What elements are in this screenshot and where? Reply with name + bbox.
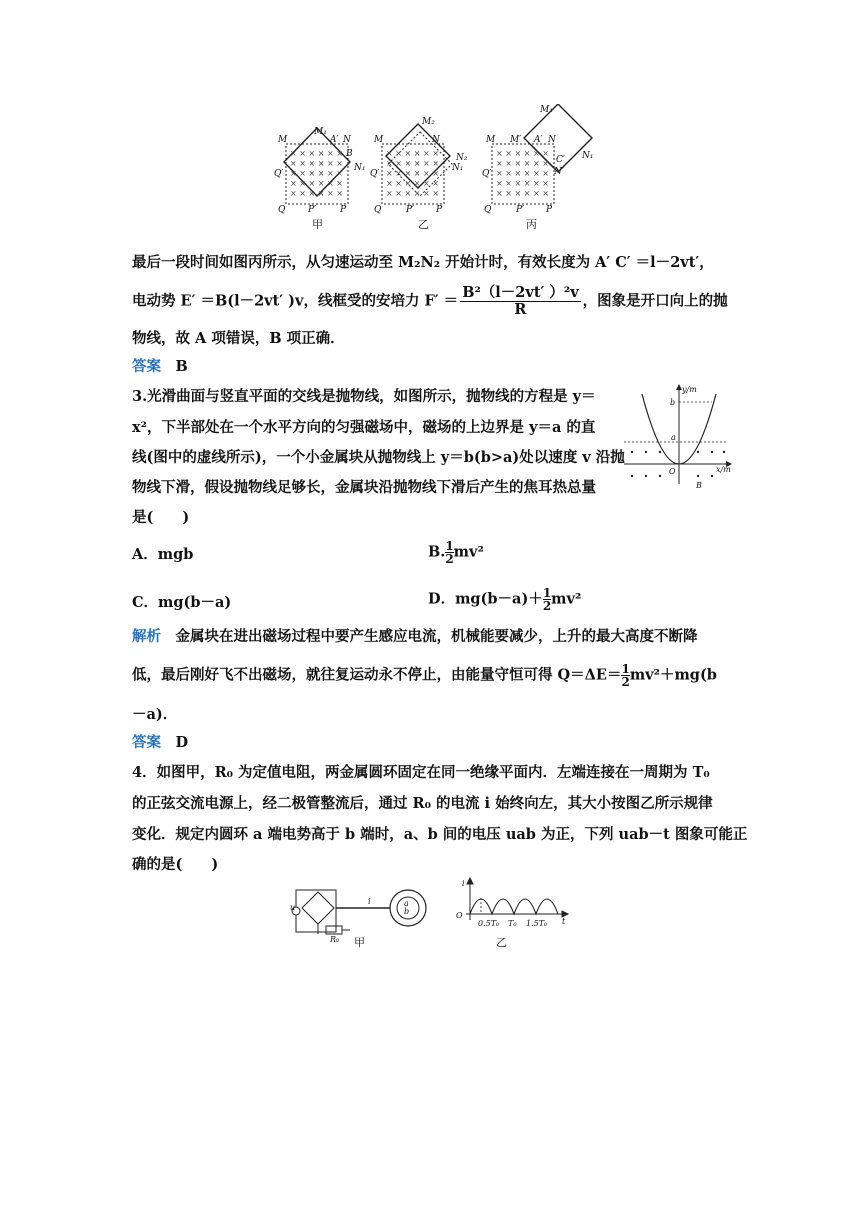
q4-line1: 4．如图甲，R₀ 为定值电阻，两金属圆环固定在同一绝缘平面内．左端连接在一周期为 T₀ — [132, 764, 710, 781]
svg-text:N₁: N₁ — [452, 163, 464, 173]
graph-t2: T₀ — [508, 919, 517, 928]
graph-i: i — [462, 879, 465, 888]
q3-line5: 是( ) — [132, 509, 190, 526]
svg-text:× × × × × ×: × × × × × × — [496, 169, 549, 178]
graph-t1: 0.5T₀ — [478, 919, 500, 928]
jiexi-text1: 金属块在进出磁场过程中要产生感应电流，机械能要减少，上升的最大高度不断降 — [175, 628, 698, 645]
fig3-label-a: a — [671, 433, 676, 442]
caption-yi-graph: 乙 — [496, 936, 507, 949]
q3-jiexi-line3: －a)． — [132, 706, 178, 723]
svg-text:× × × × × ×: × × × × × × — [496, 159, 549, 168]
caption-yi: 乙 — [418, 218, 429, 231]
q3-line4: 物线下滑，假设抛物线足够长，金属块沿抛物线下滑后产生的焦耳热总量 — [132, 479, 596, 496]
p2-fraction-den: R — [514, 301, 527, 318]
q3-line3: 线(图中的虚线所示)，一个小金属块从抛物线上 y＝b(b>a)处以速度 v 沿抛 — [132, 449, 625, 466]
svg-text:B: B — [346, 149, 353, 159]
svg-text:N₂: N₂ — [456, 153, 468, 163]
svg-text:P: P — [340, 205, 347, 215]
q3-option-c: C．mg(b－a) — [132, 594, 232, 611]
p2-line1: 最后一段时间如图丙所示，从匀速运动至 M₂N₂ 开始计时，有效长度为 A′ C′ ＝l－2vt′， — [132, 254, 714, 271]
svg-text:× × × × × ×: × × × × × × — [290, 169, 343, 178]
svg-text:× × × × × ×: × × × × × × — [386, 169, 439, 178]
half-num: 1 — [621, 662, 630, 676]
circuit-R0: R₀ — [330, 935, 340, 944]
opt-b-post: mv² — [453, 543, 484, 561]
svg-text:M′: M′ — [510, 135, 522, 145]
graph-t: t — [562, 917, 566, 926]
q3-jiexi-line2 — [132, 663, 717, 688]
svg-text:Q′: Q′ — [482, 169, 492, 179]
caption-jia: 甲 — [312, 218, 323, 231]
svg-text:× × × × × ×: × × × × × × — [496, 149, 549, 158]
half-den: 2 — [445, 552, 454, 566]
answer-value: B — [175, 358, 188, 375]
svg-text:N: N — [548, 135, 556, 145]
p2-line3: 物线，故 A 项错误，B 项正确． — [132, 330, 345, 347]
fig3-label-O: O — [669, 467, 676, 476]
circuit-b: b — [404, 907, 410, 916]
opt-d-pre: D．mg(b－a)＋ — [428, 590, 543, 608]
graph-O: O — [456, 911, 463, 920]
svg-text:N′: N′ — [554, 167, 564, 177]
svg-text:P′: P′ — [406, 205, 415, 215]
fig3-label-b: b — [670, 398, 676, 407]
answer-value: D — [175, 734, 189, 751]
svg-text:× × × × × ×: × × × × × × — [290, 159, 343, 168]
svg-text:Q: Q — [278, 205, 286, 215]
answer-label: 答案 — [132, 358, 161, 375]
svg-text:N: N — [432, 135, 440, 145]
svg-text:M₁: M₁ — [540, 105, 553, 115]
q3-jiexi-line1 — [132, 627, 698, 647]
svg-text:Q: Q — [484, 205, 492, 215]
p2-line2a: 电动势 E′ ＝B(l－2vt′ )v，线框受的安培力 F′ ＝ — [132, 292, 459, 310]
half-den: 2 — [621, 675, 630, 689]
p2-fraction — [460, 285, 580, 318]
opt-d-post: mv² — [551, 590, 582, 608]
fig3-label-y: y/m — [682, 385, 697, 394]
svg-text:A′: A′ — [330, 135, 339, 145]
half-fraction — [543, 587, 551, 612]
q3-option-a: A．mgb — [132, 546, 194, 563]
q3-option-d — [428, 587, 581, 612]
p2-line2 — [132, 285, 728, 318]
fig3-label-x: x/m — [716, 465, 731, 474]
svg-text:× × × × × ×: × × × × × × — [386, 179, 439, 188]
fig3-label-B: B — [696, 481, 702, 490]
svg-text:P′: P′ — [308, 205, 317, 215]
q3-line2: x²，下半部处在一个水平方向的匀强磁场中，磁场的上边界是 y＝a 的直 — [132, 419, 596, 436]
svg-text:Q′: Q′ — [274, 169, 284, 179]
half-den: 2 — [542, 599, 552, 613]
half-num: 1 — [445, 539, 454, 553]
q3-answer — [132, 733, 188, 753]
svg-text:M₂: M₂ — [422, 117, 435, 127]
jiexi-text2-post: mv²＋mg(b — [629, 666, 717, 684]
circuit-a: a — [404, 899, 409, 908]
svg-text:× × × × × ×: × × × × × × — [290, 189, 343, 198]
svg-text:× × × × × ×: × × × × × × — [386, 159, 439, 168]
svg-text:Q′: Q′ — [370, 169, 380, 179]
svg-text:× × × × × ×: × × × × × × — [386, 149, 439, 158]
fig-yi — [370, 117, 468, 215]
svg-text:× × × × × ×: × × × × × × — [496, 179, 549, 188]
caption-jia-circuit: 甲 — [354, 936, 365, 949]
q4-line4: 确的是( ) — [132, 856, 219, 873]
q3-option-b — [428, 540, 484, 565]
svg-text:Q: Q — [374, 205, 382, 215]
svg-text:M₁: M₁ — [314, 127, 327, 137]
svg-text:C′: C′ — [556, 155, 565, 165]
caption-bing: 丙 — [526, 218, 537, 231]
circuit-figure — [290, 880, 440, 950]
answer-label: 答案 — [132, 734, 161, 751]
circuit-u: u — [290, 903, 296, 912]
svg-text:× × × × × ×: × × × × × × — [290, 149, 343, 158]
opt-b-pre: B. — [428, 543, 446, 561]
jiexi-text2-pre: 低，最后刚好飞不出磁场，就往复运动永不停止，由能量守恒可得 Q＝ΔE＝ — [132, 666, 622, 684]
svg-text:M: M — [278, 135, 288, 145]
svg-text:M: M — [486, 135, 496, 145]
q4-line2: 的正弦交流电源上，经二极管整流后，通过 R₀ 的电流 i 始终向左，其大小按图乙所示规律 — [132, 795, 713, 812]
p2-answer — [132, 357, 188, 377]
circuit-i: i — [368, 897, 371, 906]
p2-fraction-num: B²（l－2vt′ ）²v — [462, 284, 579, 301]
svg-text:× × × × × ×: × × × × × × — [386, 189, 439, 198]
svg-text:P: P — [546, 205, 553, 215]
svg-text:A′: A′ — [534, 135, 543, 145]
half-fraction — [621, 663, 629, 688]
svg-text:× × × × × ×: × × × × × × — [496, 189, 549, 198]
current-graph — [452, 876, 574, 950]
figure-frames — [268, 104, 608, 234]
half-fraction — [445, 540, 453, 565]
svg-text:P′: P′ — [516, 205, 525, 215]
frame-diagrams — [268, 104, 608, 234]
q4-line3: 变化．规定内圆环 a 端电势高于 b 端时，a、b 间的电压 uab 为正，下列 uab－t 图象可能正 — [132, 826, 748, 843]
svg-text:N₁: N₁ — [354, 163, 366, 173]
svg-text:N₁: N₁ — [582, 151, 594, 161]
fig-bing — [482, 104, 593, 215]
p2-line2b: ，图象是开口向上的抛 — [582, 292, 728, 310]
parabola-figure — [624, 384, 734, 494]
svg-text:M: M — [374, 135, 384, 145]
svg-text:N: N — [343, 135, 351, 145]
fig-jia — [274, 127, 365, 215]
jiexi-label: 解析 — [132, 628, 161, 645]
q3-line1: 3.光滑曲面与竖直平面的交线是抛物线，如图所示，抛物线的方程是 y＝ — [132, 388, 596, 405]
svg-text:× × × × × ×: × × × × × × — [290, 179, 343, 188]
graph-t3: 1.5T₀ — [526, 919, 548, 928]
svg-text:P: P — [436, 205, 443, 215]
half-num: 1 — [542, 586, 552, 600]
